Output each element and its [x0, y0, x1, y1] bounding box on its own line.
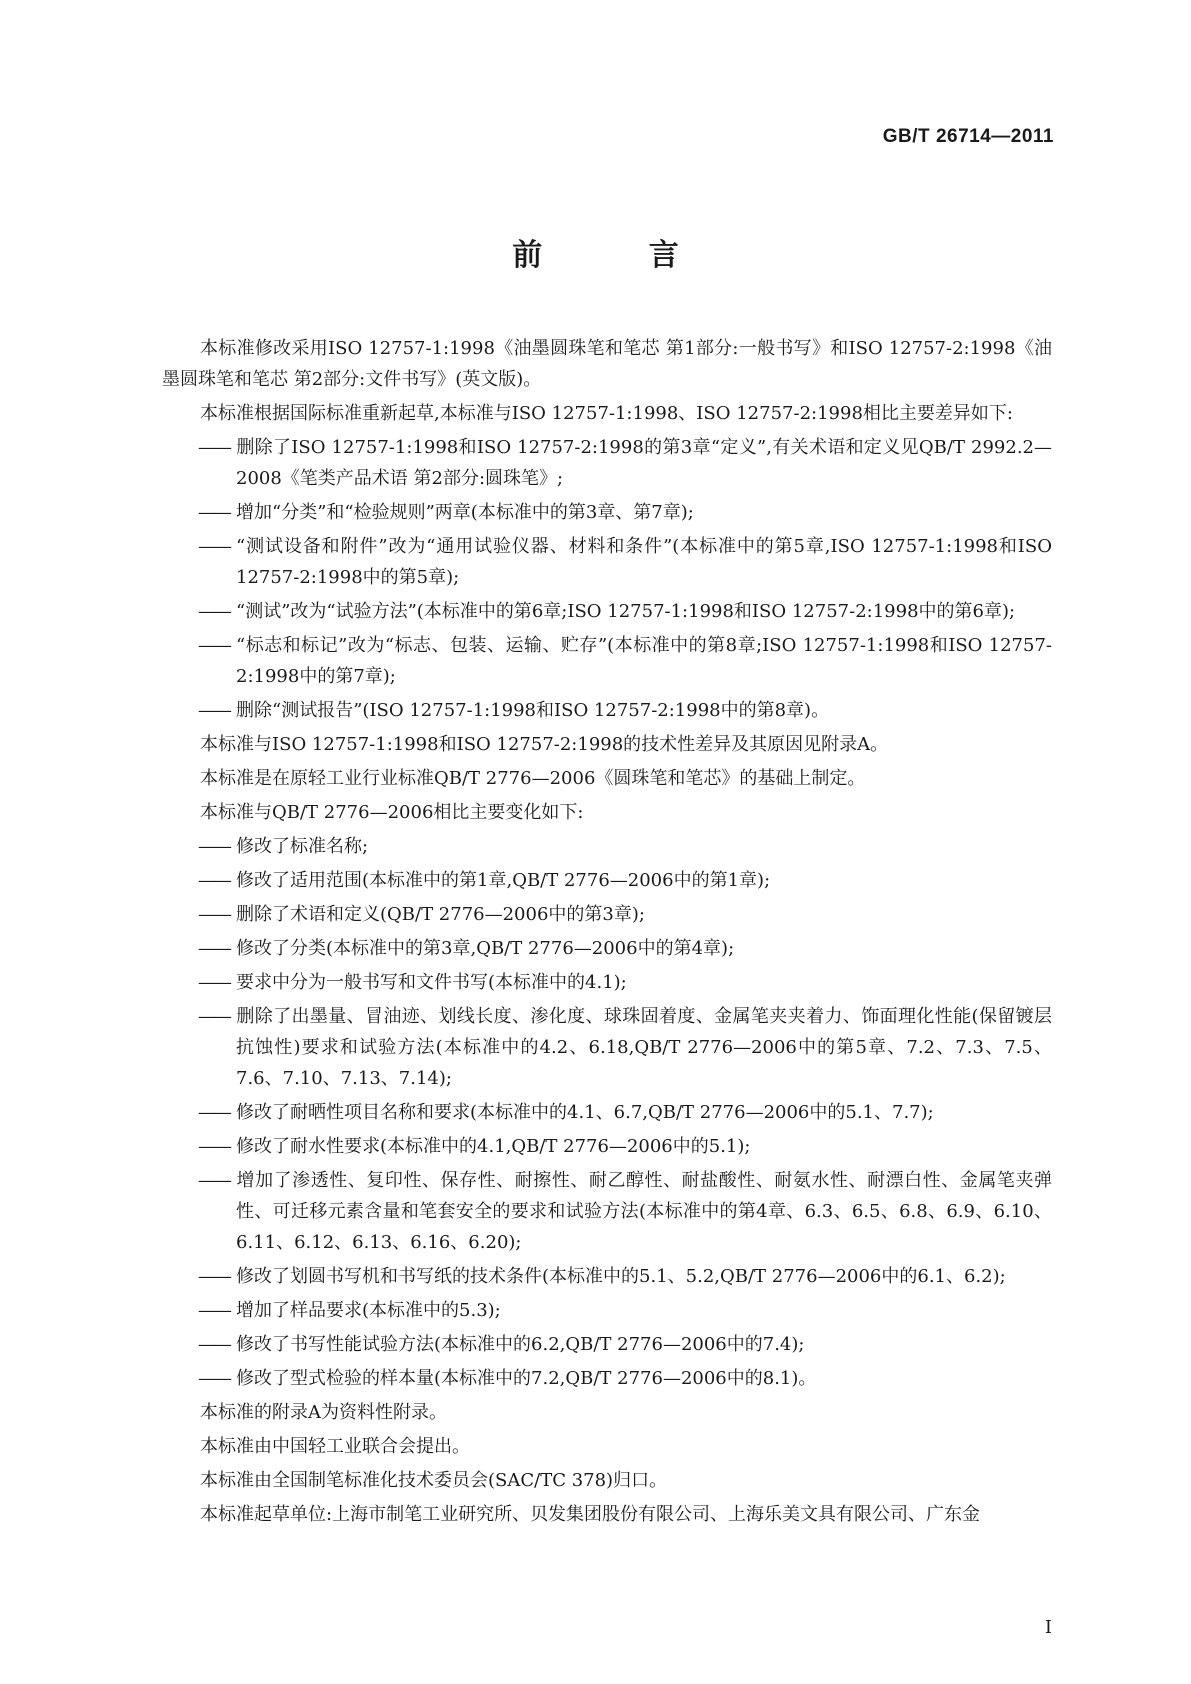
dash-marker: ——: [198, 836, 230, 857]
list-item: [162, 1261, 1052, 1292]
dash-marker: ——: [198, 1102, 230, 1123]
qb-change-list: [162, 831, 1052, 1394]
list-item-text: 删除了出墨量、冒油迹、划线长度、渗化度、球珠固着度、金属笔夹夹着力、饰面理化性能(保留镀层抗蚀性)要求和试验方法(本标准中的4.2、6.18,QB/T 2776—2006中的第5章、7.2、7.3、7.5、7.6、7.10、7.13、7.14);: [236, 1006, 1052, 1089]
list-item: [162, 1097, 1052, 1128]
list-item: [162, 497, 1052, 528]
list-item-text: 删除了术语和定义(QB/T 2776—2006中的第3章);: [236, 904, 645, 925]
dash-marker: ——: [198, 1170, 230, 1191]
paragraph: 本标准与QB/T 2776—2006相比主要变化如下:: [200, 802, 584, 823]
iso-difference-list: [162, 432, 1052, 726]
list-item-text: “测试”改为“试验方法”(本标准中的第6章;ISO 12757-1:1998和ISO 12757-2:1998中的第6章);: [236, 601, 1016, 622]
list-item: [162, 967, 1052, 998]
list-item: [162, 1131, 1052, 1162]
dash-marker: ——: [198, 536, 230, 557]
dash-marker: ——: [198, 1266, 230, 1287]
list-item-text: 增加“分类”和“检验规则”两章(本标准中的第3章、第7章);: [236, 502, 694, 523]
dash-marker: ——: [198, 437, 230, 458]
list-item-text: 修改了耐晒性项目名称和要求(本标准中的4.1、6.7,QB/T 2776—2006中的5.1、7.7);: [236, 1102, 934, 1123]
list-item-text: “标志和标记”改为“标志、包装、运输、贮存”(本标准中的第8章;ISO 12757-1:1998和ISO 12757-2:1998中的第7章);: [236, 635, 1052, 687]
list-item: [162, 831, 1052, 862]
list-item-text: 删除“测试报告”(ISO 12757-1:1998和ISO 12757-2:1998中的第8章)。: [236, 700, 830, 721]
page-title: 前 言: [512, 238, 727, 273]
dash-marker: ——: [198, 972, 230, 993]
list-item-text: 修改了适用范围(本标准中的第1章,QB/T 2776—2006中的第1章);: [236, 870, 771, 891]
list-item: [162, 695, 1052, 726]
list-item-text: 修改了书写性能试验方法(本标准中的6.2,QB/T 2776—2006中的7.4);: [236, 1334, 805, 1355]
list-item: [162, 1001, 1052, 1094]
paragraph: 本标准由中国轻工业联合会提出。: [200, 1436, 470, 1457]
list-item: [162, 933, 1052, 964]
list-item-text: 修改了划圆书写机和书写纸的技术条件(本标准中的5.1、5.2,QB/T 2776—2006中的6.1、6.2);: [236, 1266, 1006, 1287]
list-item: [162, 531, 1052, 593]
paragraph: 本标准起草单位:上海市制笔工业研究所、贝发集团股份有限公司、上海乐美文具有限公司、广东金: [200, 1504, 981, 1525]
dash-marker: ——: [198, 904, 230, 925]
list-item-text: 修改了标准名称;: [236, 836, 369, 857]
list-item-text: “测试设备和附件”改为“通用试验仪器、材料和条件”(本标准中的第5章,ISO 12757-1:1998和ISO 12757-2:1998中的第5章);: [236, 536, 1052, 588]
dash-marker: ——: [198, 601, 230, 622]
list-item-text: 增加了样品要求(本标准中的5.3);: [236, 1300, 501, 1321]
list-item: [162, 432, 1052, 494]
list-item-text: 要求中分为一般书写和文件书写(本标准中的4.1);: [236, 972, 627, 993]
standard-code: GB/T 26714—2011: [882, 126, 1054, 147]
page-number: I: [1044, 1617, 1052, 1638]
paragraph: 本标准的附录A为资料性附录。: [200, 1402, 447, 1423]
paragraph: 本标准修改采用ISO 12757-1:1998《油墨圆珠笔和笔芯 第1部分:一般书写》和ISO 12757-2:1998《油墨圆珠笔和笔芯 第2部分:文件书写》(英文版)。: [162, 338, 1052, 390]
dash-marker: ——: [198, 1300, 230, 1321]
dash-marker: ——: [198, 1136, 230, 1157]
dash-marker: ——: [198, 1334, 230, 1355]
list-item: [162, 1295, 1052, 1326]
list-item: [162, 596, 1052, 627]
dash-marker: ——: [198, 870, 230, 891]
list-item: [162, 1165, 1052, 1258]
list-item: [162, 899, 1052, 930]
list-item: [162, 1329, 1052, 1360]
dash-marker: ——: [198, 502, 230, 523]
dash-marker: ——: [198, 635, 230, 656]
paragraph: 本标准根据国际标准重新起草,本标准与ISO 12757-1:1998、ISO 12757-2:1998相比主要差异如下:: [200, 403, 1013, 424]
list-item: [162, 630, 1052, 692]
paragraph: 本标准是在原轻工业行业标准QB/T 2776—2006《圆珠笔和笔芯》的基础上制定。: [200, 768, 866, 789]
list-item-text: 修改了分类(本标准中的第3章,QB/T 2776—2006中的第4章);: [236, 938, 735, 959]
list-item-text: 修改了耐水性要求(本标准中的4.1,QB/T 2776—2006中的5.1);: [236, 1136, 751, 1157]
dash-marker: ——: [198, 938, 230, 959]
dash-marker: ——: [198, 700, 230, 721]
list-item: [162, 865, 1052, 896]
list-item-text: 删除了ISO 12757-1:1998和ISO 12757-2:1998的第3章“定义”,有关术语和定义见QB/T 2992.2—2008《笔类产品术语 第2部分:圆珠笔》;: [236, 437, 1052, 489]
foreword-body: [162, 333, 1052, 1533]
dash-marker: ——: [198, 1006, 230, 1027]
dash-marker: ——: [198, 1368, 230, 1389]
paragraph: 本标准由全国制笔标准化技术委员会(SAC/TC 378)归口。: [200, 1470, 668, 1491]
paragraph: 本标准与ISO 12757-1:1998和ISO 12757-2:1998的技术性差异及其原因见附录A。: [200, 734, 889, 755]
list-item-text: 修改了型式检验的样本量(本标准中的7.2,QB/T 2776—2006中的8.1)。: [236, 1368, 817, 1389]
list-item: [162, 1363, 1052, 1394]
list-item-text: 增加了渗透性、复印性、保存性、耐擦性、耐乙醇性、耐盐酸性、耐氨水性、耐漂白性、金属笔夹弹性、可迁移元素含量和笔套安全的要求和试验方法(本标准中的第4章、6.3、6.5、6.8、6.9、6.10、6.11、6.12、6.13、6.16、6.20);: [236, 1170, 1052, 1253]
